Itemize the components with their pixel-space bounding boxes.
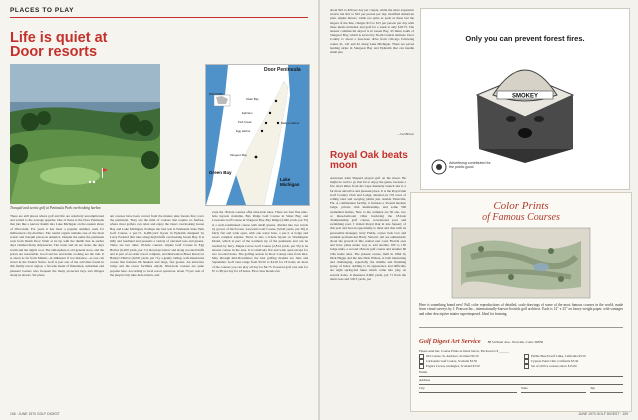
- city-state-zip-row: [419, 385, 623, 393]
- article-byline: —Cal Brown: [396, 132, 414, 136]
- left-page-footer: 106 · JUNE 1970 GOLF DIGEST: [10, 412, 60, 416]
- smokey-bear-ad: [420, 8, 630, 190]
- checkbox-icon[interactable]: [524, 364, 529, 369]
- header-rule: [10, 17, 308, 18]
- article-column-1: There are still places where golf and life are relatively uncomplicated and scaled to the average appetite. One of these is the Door Peninsula that juts like a narrow thumb into Lake Michigan on the eastern shore of Wisconsin. For years it has been a popular summer oasis for midwestern city-dwellers. The tourist region remains one of the most scenic and tranquil places in America. Despite the name the peninsula took from Death Door Strait at its tip with the thumb that in earlier days claimed many shipwrecks. The water and air are clean, the days warm and the nights cool. The atmosphere is old general store, and the prices are reasonable. Good service and home cooking are the rule. It is about as far from Miami—in ambience if not distance—as one can travel in the United States. Golf is just one of the activities found in this family resort region, a favorite haunt of fishermen, sailormen and pleasant boaters who frequent the many protected bays and villages along its shores. Six pleas-: [10, 214, 104, 277]
- map-label-baileys-harbor: Baileys Harbor: [281, 121, 300, 125]
- map-label-sturgeon-bay: Sturgeon Bay: [230, 153, 247, 157]
- article-column-2: ant courses have been carved from the mature pine forests that cover the peninsula. They are the kind of courses that require no fanfare, where most golfers can relax and enjoy the views overlooking Green Bay and Lake Michigan. Perhaps the best test is Peninsula State Park Golf Course, a par-71, 6,400-yard layout in Ephraim designed by Larry Packard that runs along high bluffs overlooking Green Bay. It is hilly and treelined and presents a variety of elevated tees and greens. There are two other 18-hole courses. Alpine Golf Course in Egg Harbor (6,200 yards, par 71) that plays below and along wooded bluffs and is part of an older resort complex, and Maxwelton Braes Resort in Bailey's Harbor (6,045 yards, par 71), a gently rolling, well-manicured course that features 66 bunkers and large, fast greens. An attractive lodge and the resort facilities adjoin. Nine-hole courses are quite popular here. According to local resort operators, about 75 per cent of the players buy nine-hole tickets, and: [110, 214, 204, 277]
- art-service-company: Golf Digest Art Service: [419, 338, 481, 345]
- map-label-sister-bay: Sister Bay: [246, 97, 259, 101]
- option-carnoustie[interactable]: Carnoustie Golf Course, Scotland $3.50: [419, 359, 518, 364]
- map-label-green-bay: Green Bay: [209, 170, 232, 175]
- royal-oak-column: Astronaut Alan Shepard played golf on the moon. He might do well to go that far to enjoy the game, because a few short miles from his Cape Kennedy launch site is a far more attractive and pleasant place. It is the Royal Oak Golf Country Club and Lodge, situated on 170 acres of rolling land and swaying palms just outside Titusville, Fla. A combination facility, it features a 45-unit modern lodge, private club membership, and some 500 residential homes. New to the complex are 36 one, two or three-bedroom villas bordering the 18-hole championship golf course, recreational pool and swimming pool. I visited Royal Oak in late January of this year and had an opportunity to meet and chat with its personable manager, Jerry Fields, owner Jack Cox and resident professional Harry Stewart. All are enthusiastic about the growth of this central east coast Florida area and have plans under way to add another 100 to 150 lodge units, a second 18-hole golf course and another 60 villa home sites. The present course, built in 1964 by Dick Hagge and the late Dick Wilson, is both interesting and challenging, especially the middle and finishing group of holes. Adding to its appearance and difficulty are eight spring-fed lakes which come into play on several holes. It measures 6,600 yards, par 71 from the men's tees and 5,813 yards, par: [330, 176, 406, 281]
- right-page-footer: JUNE 1970 GOLF DIGEST · 109: [578, 412, 628, 416]
- city-field[interactable]: City: [419, 385, 517, 393]
- map-label-ephraim: Ephraim: [242, 111, 253, 115]
- color-prints-title-line2: of Famous Courses: [482, 212, 560, 223]
- map-label-fish-creek: Fish Creek: [238, 120, 252, 124]
- option-gleneagles[interactable]: Eagle's Crown, Glenngles, Scotland $3.50: [419, 364, 518, 369]
- course-options-list: [419, 354, 623, 369]
- article-headline: Life is quiet at Door resorts: [10, 30, 108, 60]
- photo-caption: Tranquil and scenic golf at Peninsula Park overlooking harbor.: [10, 206, 102, 210]
- color-prints-title: [411, 201, 631, 223]
- right-page: [320, 0, 638, 420]
- section-label: PLACES TO PLAY: [10, 7, 75, 14]
- art-service-address: 88 Scribner Ave., Norwalk, Conn. 06856: [487, 340, 544, 344]
- color-prints-title-line1: Color Prints: [493, 200, 549, 212]
- golf-course-photo: [10, 64, 160, 204]
- article-continuation-column: about $16 to $20 per day per couple, while the more expensive resorts run $21 to $25 per person per day, modified American plan. Alpine Resort, while not quite as posh as these but the largest of the line, charges $13 to $15 per person per day with three meals included, and golf for a week is only $18.75. The nearest commercial airport is in Green Bay, 45 miles south of Sturgeon Bay, which is served by North Central Airlines. Door County is about a four-hour drive from Chicago following routes 41, 141 and 42 along Lake Michigan. There are paved landing strips in Sturgeon Bay and Ephraim that can handle small jets.: [330, 8, 414, 55]
- royal-oak-headline: Royal Oak beats moon: [330, 150, 408, 171]
- state-field[interactable]: State: [521, 385, 586, 393]
- door-peninsula-map: [205, 64, 310, 206]
- article-column-3: even the 18-hole courses offer nine-hole rates. There are four fine nine-hole layouts available. Bay Ridge Golf Course in Sister Bay, and Lawsonia Golf Course in Sturgeon Bay, Bay Ridge (2,640 yards, par 35) is a well-conditioned course with small greens, divided into two levels by groves of birch trees. Lawsonia Golf Course (3,042 yards, par 36) is fairly flat and wide open, with one water hole, a par-3. A lodge and resort complex adjoins. There is also a 9-hole layout on Washington Island, which is part of the northern tip of the peninsula and can be reached by ferry. Maple Grove Golf Course (2,814 yards, par 35) is its newest course in the area. It is relatively flat and wide open except for two wooded holes. The golfing season in Door County runs from mid-May through mid-November; the best golfing months are June and September. Golf rates range from $3.50 to $4.50 for 18 holes. At most of the courses you can play all day for $4.75. Powered golf cars rent for $7 to $8 per day for 18 holes. First class motels run: [212, 210, 308, 273]
- option-all-five[interactable]: Set of all five courses above $15.00: [524, 364, 623, 369]
- ad-council-logo-icon: [431, 159, 447, 180]
- order-form: [419, 327, 623, 393]
- map-label-wisconsin: WISCONSIN: [209, 93, 223, 96]
- ad-council-text: Advertising contributed for the public good.: [449, 161, 491, 170]
- order-instructions: Please send me: Course Prints as listed below, Enclosed is $ ______: [419, 349, 509, 353]
- course-print-illustration: [451, 227, 591, 299]
- color-prints-description: Here is something brand new! Full color reproductions of detailed, scale drawings of some of the most famous courses in the world, made from visual surveys by J. Pearson Inc., internationally-known Scottish golf architect. Each is 12" x 23" on heavy-weight paper, with vantages and other descriptive matter superimposed. Ideal for framing.: [419, 303, 623, 316]
- left-page: [0, 0, 318, 420]
- map-title: Door Peninsula: [264, 67, 301, 73]
- smokey-bear-icon: [473, 55, 577, 170]
- map-label-lake-michigan: Lake Michigan: [280, 177, 300, 187]
- map-label-egg-harbor: Egg Harbor: [236, 129, 251, 133]
- name-field[interactable]: Name: [419, 369, 623, 377]
- zip-field[interactable]: Zip: [590, 385, 623, 393]
- option-old-course[interactable]: Old Course, St. Andrews, Scotland $3.50: [419, 354, 518, 359]
- option-cypress-point[interactable]: Cypress Point Club, California $3.50: [524, 359, 623, 364]
- smokey-ad-headline: Only you can prevent forest fires.: [465, 34, 585, 43]
- smokey-hat-text: SMOKEY: [511, 93, 539, 100]
- address-field[interactable]: Address: [419, 377, 623, 385]
- option-pebble-beach[interactable]: Pebble Beach Golf Links, California $3.50: [524, 354, 623, 359]
- color-prints-ad: [410, 192, 632, 412]
